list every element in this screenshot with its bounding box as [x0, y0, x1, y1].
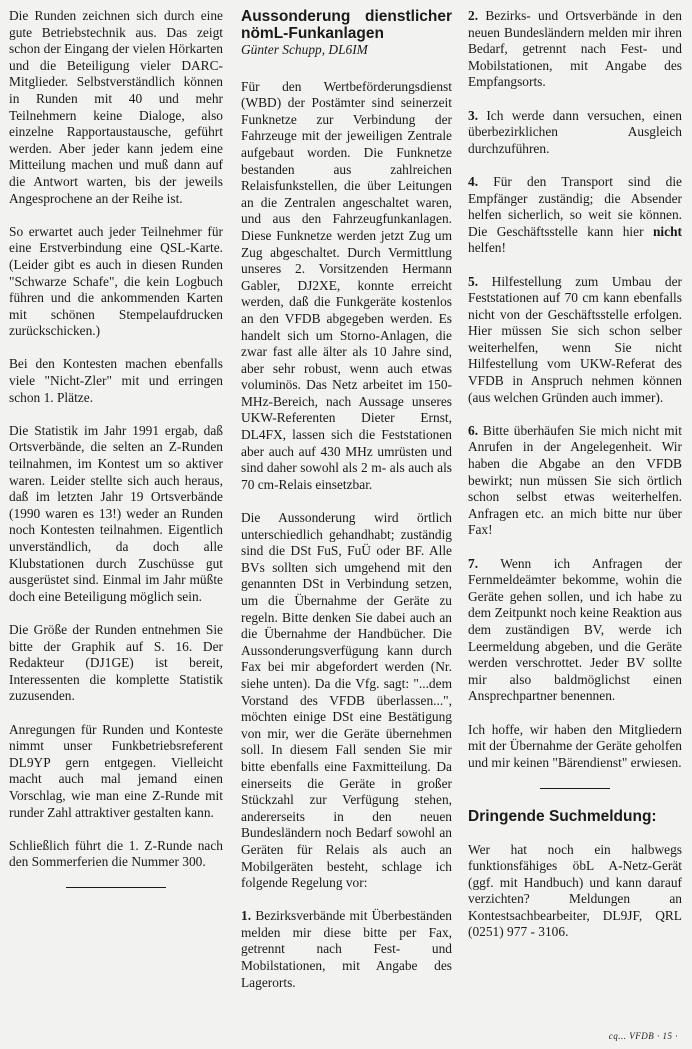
paragraph: Die Aussonderung wird örtlich unterschiedlich gehandhabt; zuständig sind die DSt FuS, FuÜ oder BF. Alle BVs sollten sich umgehend mit den genannten DSt in Verbindung setzen, um die Übernahme der Geräte zu regeln. Bitte denken Sie dabei auch an die Übernahme der Handbücher. Die Aussonderungsverfügung kann durch Fax bei mir abgefordert werden (Nr. siehe unten). Da die Vfg. sagt: "...dem Vorstand des VFDB überlassen...", möchten einige DSt eine Bestätigung von mir, wer die Geräte übernehmen soll. In diesem Fall senden Sie mir bitte ebenfalls eine Faxmitteilung. Da einerseits die Geräte in großer Stückzahl zur Verfügung stehen, andererseits in den neuen Bundesländern noch Bedarf sowohl an Geräten für Relais als auch an Mobilgeräten besteht, schlage ich folgende Regelung vor: — [241, 510, 452, 891]
list-item — [468, 556, 682, 705]
paragraph: Die Größe der Runden entnehmen Sie bitte der Graphik auf S. 16. Der Redakteur (DJ1GE) ist bereit, Interessenten die komplette Statistik zuzusenden. — [9, 621, 223, 704]
item-text-tail: helfen! — [468, 240, 506, 256]
item-text: Wenn ich Anfragen der Fernmeldeämter bekomme, wohin die Geräte gehen sollen, und ich habe zu dem Zeitpunkt noch keine Reaktion aus dem zuständigen BV, werde ich Leermeldung abgeben, und die Geräte werden verschrottet. Jeder BV sollte mir also baldmöglichst einen Ansprechpartner benennen. — [468, 555, 682, 704]
item-number: 1. — [241, 908, 252, 924]
item-text: Für den Transport sind die Empfänger zuständig; die Absender helfen sicherlich, so weit sie können. Die Geschäftsstelle kann hier — [468, 173, 682, 239]
list-item — [468, 174, 682, 257]
list-item — [241, 908, 452, 991]
item-number: 5. — [468, 273, 479, 289]
search-notice-title: Dringende Suchmeldung: — [468, 807, 657, 825]
item-text: Ich werde dann versuchen, einen überbezirklichen Ausgleich durchzuführen. — [468, 107, 682, 156]
paragraph: Ich hoffe, wir haben den Mitgliedern mit der Übernahme der Geräte geholfen und mir keinen "Bärendienst" erwiesen. — [468, 721, 682, 770]
item-number: 7. — [468, 555, 479, 571]
item-text: Bitte überhäufen Sie mich nicht mit Anrufen in der Angelegenheit. Wir haben die Abgabe an den VFDB bewirkt; nun müssen Sie sich örtlich schon selbst etwas weiterhelfen. Anfragen etc. an mich bitte nur über Fax! — [468, 422, 682, 538]
search-notice-text: Wer hat noch ein halbwegs funktionsfähiges öbL A-Netz-Gerät (ggf. mit Handbuch) und kann darauf verzichten? Meldungen an Kontestsachbearbeiter, DL9JF, QRL (0251) 977 - 3106. — [468, 841, 682, 940]
item-number: 4. — [468, 173, 479, 189]
item-number: 3. — [468, 107, 479, 123]
article-title-line-2: nömL-Funkanlagen — [241, 25, 384, 42]
list-item — [468, 274, 682, 407]
item-text: Bezirks- und Ortsverbände in den neuen Bundesländern melden mir ihren Bedarf, getrennt nach Fest- und Mobilstationen, mit Angabe des Empfangsorts. — [468, 8, 682, 90]
list-item — [468, 108, 682, 158]
paragraph: Für den Wertbeförderungsdienst (WBD) der Postämter sind seinerzeit Funknetze zur Verbindung der Fahrzeuge mit der jeweiligen Zentrale aufgebaut worden. Die Funknetze bestanden aus zahlreichen Relaisfunkstellen, die über Leitungen an die Zentralen angeschaltet waren, und aus den Fahrzeugfunkanlagen. Diese Funknetze werden jetzt Zug um Zug abgeschaltet. Durch Vermittlung unseres 2. Vorsitzenden Hermann Gabler, DJ2XE, konnte erreicht werden, daß die Funkgeräte kostenlos an den VFDB abgegeben werden. Es handelt sich um Storno-Anlagen, die zwar fast alle älter als 10 Jahre sind, aber sehr robust, wenn auch etwas voluminös. Das Netz arbeitet im 150-MHz-Bereich, nach Aussage unseres UKW-Referenten Dieter Ernst, DL4FX, lassen sich die Feststationen aber auch auf 430 MHz umrüsten und sind daher sowohl als 2 m- als auch als 70 cm-Relais einsetzbar. — [241, 78, 452, 492]
divider — [540, 788, 610, 789]
paragraph: Anregungen für Runden und Konteste nimmt unser Funkbetriebsreferent DL9YP gern entgegen. Vielleicht macht auch mal jemand einen Vorschlag, wie man eine Z-Runde mit runder Zahl attraktiver gestalten kann. — [9, 721, 223, 820]
item-number: 2. — [468, 8, 479, 23]
paragraph: So erwartet auch jeder Teilnehmer für eine Erstverbindung eine QSL-Karte. (Leider gibt es auch in diesen Runden "Schwarze Schafe", die kein Logbuch führen und die ankommenden Karten mit schönen Stempelaufdrucken zurückschicken.) — [9, 223, 223, 339]
page-footer: cq... VFDB · 15 · — [608, 1031, 678, 1041]
list-item — [468, 423, 682, 539]
column-1 — [9, 8, 223, 888]
paragraph: Die Statistik im Jahr 1991 ergab, daß Ortsverbände, die selten an Z-Runden teilnahmen, im Kontest um so aktiver waren. Leider stellte sich auch heraus, daß im letzten Jahr 19 Ortsverbände (1990 waren es 13!) weder an Runden noch Kontesten teilnahmen. Eigentlich unverständlich, da doch alle Klubstationen durch Zuschüsse gut ausgerüstet sind. Einmal im Jahr müßte doch eine Beteiligung möglich sein. — [9, 422, 223, 604]
paragraph: Die Runden zeichnen sich durch eine gute Betriebstechnik aus. Das zeigt schon der Eingang der vielen Hörkarten und die Beteiligung vieler DARC-Mitglieder. Selbstverständlich können in Runden mit 40 und mehr Teilnehmern keine Dialoge, also einzelne Rapportaustausche, geführt werden. Aber jeder kann jedem eine Mitteilung machen und muß dann auf die Antwort warten, bis der jeweils Angesprochene an der Reihe ist. — [9, 8, 223, 206]
item-text: Hilfestellung zum Umbau der Feststationen auf 70 cm kann ebenfalls nicht von der Geschäftsstelle erfolgen. Hier müssen Sie sich schon selber weiterhelfen, wenn Sie nicht Hilfestellung vom UKW-Referat des VFDB in Anspruch nehmen können (aus welchen Gründen auch immer). — [468, 273, 682, 405]
item-text: Bezirksverbände mit Überbeständen melden mir diese bitte per Fax, getrennt nach Fest- und Mobilstationen, mit Angabe des Lagerorts. — [241, 908, 452, 990]
list-item — [468, 8, 682, 91]
column-3 — [468, 8, 682, 958]
paragraph: Schließlich führt die 1. Z-Runde nach den Sommerferien die Nummer 300. — [9, 837, 223, 870]
item-number: 6. — [468, 422, 479, 438]
article-author: Günter Schupp, DL6IM — [241, 42, 368, 57]
article-title-line-1: Aussonderung dienstlicher — [241, 8, 452, 25]
paragraph: Bei den Kontesten machen ebenfalls viele "Nicht-Zler" mit und erringen schon 1. Plätze. — [9, 356, 223, 405]
divider — [66, 887, 166, 888]
column-2 — [241, 8, 452, 1008]
emphasis: nicht — [652, 223, 682, 239]
